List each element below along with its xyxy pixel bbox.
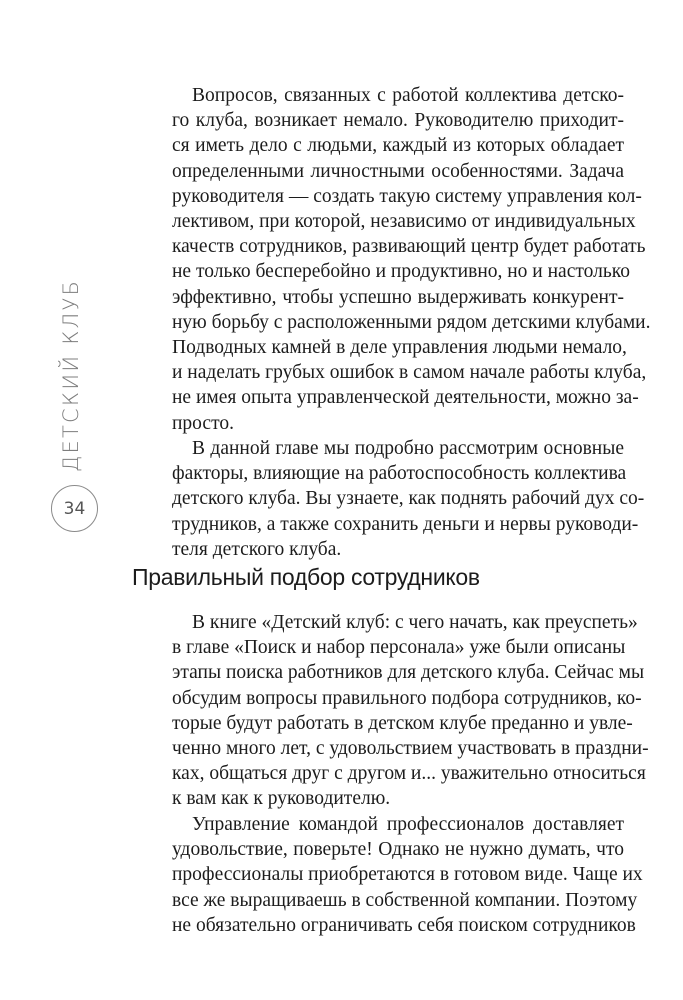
- text-line: обсудим вопросы правильного подбора сотрудников, ко-: [172, 687, 642, 709]
- text-line: Управление командой профессионалов доставляет: [192, 814, 624, 835]
- text-line: не имея опыта управленческой деятельности, можно за-: [172, 387, 639, 409]
- text-line: не обязательно ограничивать себя поиском сотрудников: [172, 914, 636, 936]
- text-line: определенными личностными особенностями. Задача: [172, 160, 624, 182]
- text-line: этапы поиска работников для детского клуба. Сейчас мы: [172, 662, 645, 684]
- text-line: факторы, влияющие на работоспособность коллектива: [172, 463, 627, 485]
- page-number: 34: [63, 498, 86, 519]
- text-line: просто.: [172, 412, 234, 434]
- text-line: лективом, при которой, независимо от индивидуальных: [172, 211, 636, 233]
- text-line: удовольствие, поверьте! Однако не нужно думать, что: [172, 839, 624, 861]
- paragraph-3: [172, 610, 649, 812]
- text-line: детского клуба. Вы узнаете, как поднять рабочий дух со-: [172, 488, 645, 510]
- text-line: в главе «Поиск и набор персонала» уже были описаны: [172, 637, 626, 659]
- text-line: ную борьбу с расположенными рядом детскими клубами.: [172, 311, 651, 333]
- text-line: го клуба, возникает немало. Руководителю приходит-: [172, 110, 624, 132]
- text-line: не только бесперебойно и продуктивно, но и настолько: [172, 261, 630, 283]
- text-line: профессионалы приобретаются в готовом виде. Чаще их: [172, 864, 643, 886]
- text-line: ках, общаться друг с другом и... уважительно относиться: [172, 763, 646, 785]
- text-line: ся иметь дело с людьми, каждый из которых обладает: [172, 135, 624, 157]
- text-line: теля детского клуба.: [172, 538, 342, 560]
- text-line: В книге «Детский клуб: с чего начать, как преуспеть»: [192, 612, 638, 633]
- paragraph-4: [172, 812, 643, 938]
- paragraph-2: [172, 436, 645, 562]
- text-line: ченно много лет, с удовольствием участвовать в праздни-: [172, 738, 649, 760]
- running-head: ДЕТСКИЙ КЛУБ: [59, 278, 83, 472]
- text-line: все же выращиваешь в собственной компании. Поэтому: [172, 889, 638, 911]
- text-line: качеств сотрудников, развивающий центр будет работать: [172, 236, 646, 258]
- text-line: и наделать грубых ошибок в самом начале работы клуба,: [172, 362, 647, 384]
- page-number-badge: [51, 485, 98, 532]
- text-line: Подводных камней в деле управления людьми немало,: [172, 337, 627, 359]
- text-line: Вопросов, связанных с работой коллектива детско-: [192, 85, 624, 106]
- text-line: торые будут работать в детском клубе преданно и увле-: [172, 712, 633, 734]
- section-heading: Правильный подбор сотрудников: [132, 564, 480, 590]
- text-line: В данной главе мы подробно рассмотрим основные: [192, 438, 624, 459]
- text-line: эффективно, чтобы успешно выдерживать конкурент-: [172, 286, 624, 308]
- text-line: руководителя — создать такую систему управления кол-: [172, 185, 642, 207]
- text-line: к вам как к руководителю.: [172, 788, 391, 810]
- paragraph-1: [172, 83, 651, 436]
- text-line: трудников, а также сохранить деньги и нервы руководи-: [172, 513, 639, 535]
